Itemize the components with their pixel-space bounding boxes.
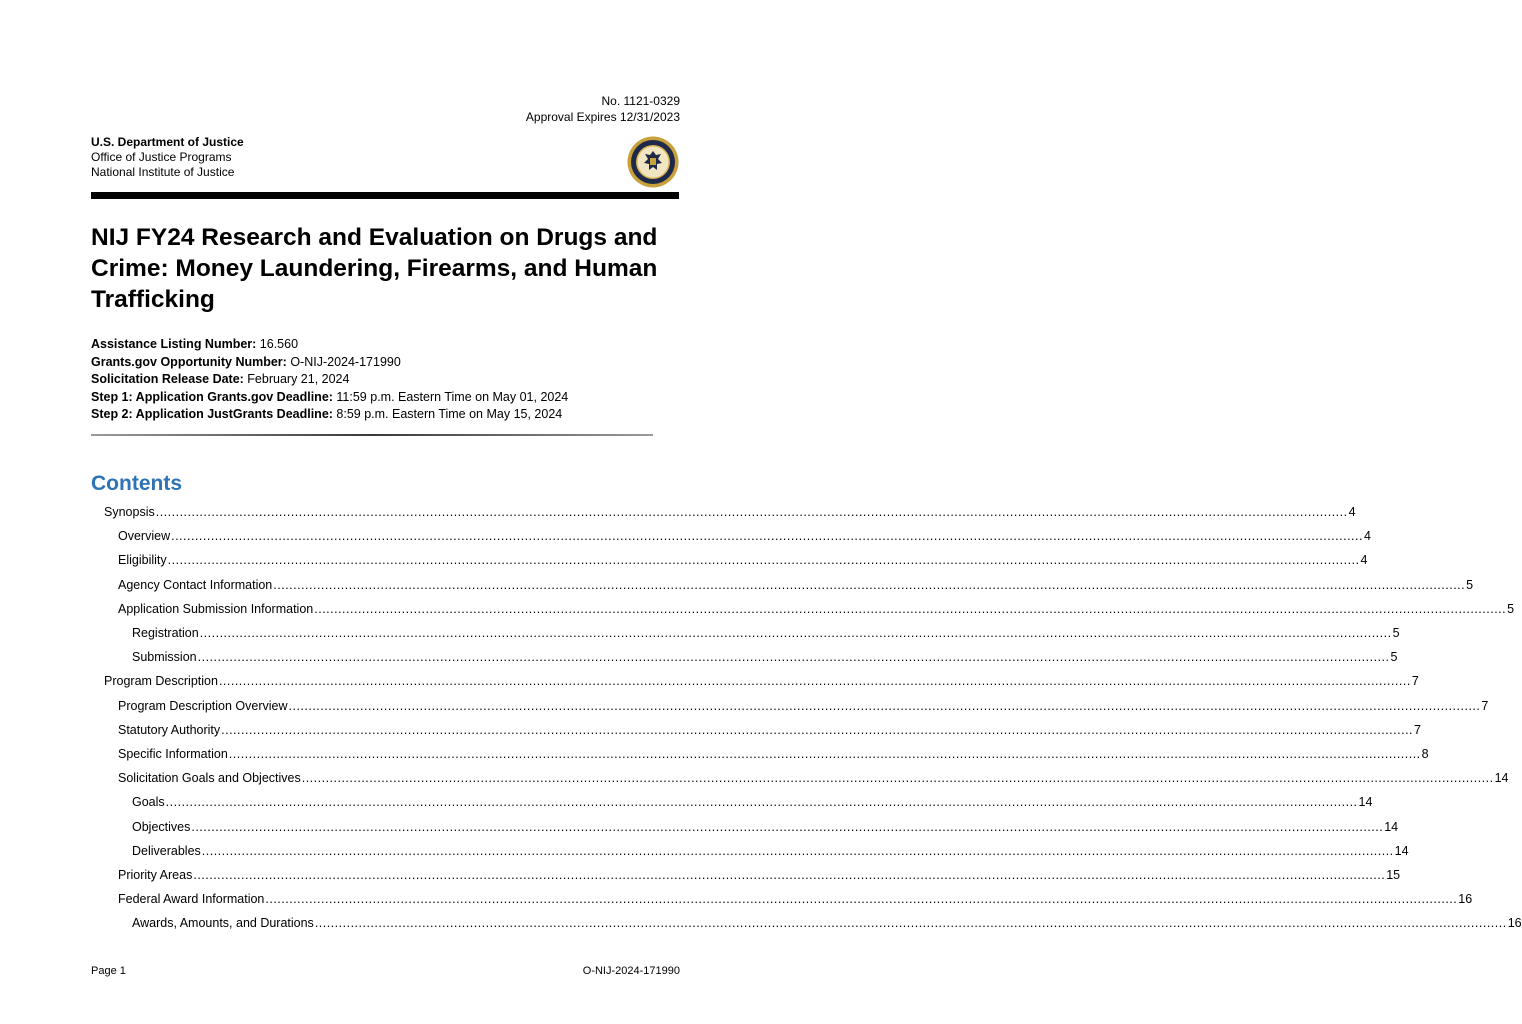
toc-dot-leader: ............................................................................................................................................................................................................................................................................................................ [288, 698, 1481, 713]
department-name: U.S. Department of Justice [91, 135, 244, 149]
toc-entry[interactable] [118, 597, 1515, 617]
toc-entry[interactable] [118, 573, 1474, 593]
toc-dot-leader: ............................................................................................................................................................................................................................................................................................................ [218, 674, 1411, 689]
toc-entry-label: Goals [132, 795, 165, 810]
toc-entry-page: 5 [1507, 601, 1515, 616]
office-name: Office of Justice Programs [91, 150, 232, 164]
toc-entry-label: Specific Information [118, 747, 228, 761]
toc-entry[interactable] [118, 524, 1371, 544]
assistance-listing-row [91, 336, 568, 354]
toc-entry-label: Priority Areas [118, 868, 193, 882]
toc-entry-page: 7 [1481, 698, 1489, 713]
institute-name: National Institute of Justice [91, 165, 235, 179]
toc-entry-page: 8 [1421, 747, 1429, 761]
toc-dot-leader: ............................................................................................................................................................................................................................................................................................................ [314, 916, 1507, 931]
department-block [91, 135, 244, 180]
opportunity-number-value: O-NIJ-2024-171990 [286, 354, 401, 369]
step2-deadline-label: Step 2: Application JustGrants Deadline: [91, 407, 333, 421]
assistance-listing-value: 16.560 [256, 337, 299, 351]
contents-heading: Contents [91, 472, 182, 495]
toc-entry-page: 5 [1390, 650, 1398, 665]
toc-entry-page: 14 [1494, 771, 1509, 786]
toc-entry[interactable] [118, 742, 1429, 762]
toc-entry-label: Eligibility [118, 553, 167, 568]
toc-entry-page: 5 [1392, 626, 1400, 640]
toc-dot-leader: ............................................................................................................................................................................................................................................................................................................ [167, 553, 1360, 568]
toc-entry[interactable] [132, 621, 1400, 641]
toc-entry[interactable] [132, 911, 1522, 931]
toc-entry-page: 15 [1386, 868, 1401, 882]
toc-entry[interactable] [118, 863, 1401, 883]
footer-solicitation-code: O-NIJ-2024-171990 [582, 965, 680, 977]
step2-deadline-value: 8:59 p.m. Eastern Time on May 15, 2024 [332, 407, 563, 421]
toc-dot-leader: ............................................................................................................................................................................................................................................................................................................ [165, 795, 1358, 810]
release-date-row [91, 371, 568, 389]
toc-entry[interactable] [104, 500, 1356, 520]
assistance-listing-label: Assistance Listing Number: [91, 337, 257, 351]
toc-entry[interactable] [132, 815, 1399, 835]
step1-deadline-value: 11:59 p.m. Eastern Time on May 01, 2024 [332, 389, 569, 404]
toc-entry-page: 14 [1394, 843, 1409, 858]
toc-entry[interactable] [132, 790, 1373, 810]
toc-dot-leader: ............................................................................................................................................................................................................................................................................................................ [273, 577, 1466, 592]
toc-entry-label: Statutory Authority [118, 722, 221, 737]
toc-entry[interactable] [118, 694, 1489, 714]
approval-block [526, 93, 680, 125]
toc-entry[interactable] [118, 718, 1421, 738]
toc-entry-page: 7 [1411, 674, 1419, 689]
toc-entry-label: Program Description [104, 674, 218, 689]
toc-dot-leader: ............................................................................................................................................................................................................................................................................................................ [301, 771, 1494, 786]
toc-entry-page: 14 [1358, 795, 1373, 810]
toc-entry-label: Deliverables [132, 843, 201, 858]
toc-entry-label: Submission [132, 650, 197, 665]
toc-dot-leader: ............................................................................................................................................................................................................................................................................................................ [155, 505, 1348, 519]
toc-dot-leader: ............................................................................................................................................................................................................................................................................................................ [201, 843, 1394, 858]
toc-entry-page: 7 [1414, 722, 1421, 737]
toc-dot-leader: ............................................................................................................................................................................................................................................................................................................ [191, 819, 1384, 834]
approval-number: No. 1121-0329 [601, 94, 680, 108]
approval-expiration: Approval Expires 12/31/2023 [525, 110, 680, 124]
toc-entry-label: Registration [132, 626, 199, 640]
opportunity-number-row [91, 354, 568, 372]
toc-dot-leader: ............................................................................................................................................................................................................................................................................................................ [199, 626, 1392, 640]
toc-entry-page: 14 [1384, 819, 1399, 834]
toc-entry-page: 4 [1348, 505, 1356, 519]
doj-seal-icon [627, 136, 679, 188]
toc-entry-label: Agency Contact Information [118, 577, 273, 592]
toc-entry-page: 4 [1363, 529, 1371, 544]
toc-entry-page: 16 [1458, 892, 1473, 907]
toc-dot-leader: ............................................................................................................................................................................................................................................................................................................ [171, 529, 1363, 544]
toc-entry[interactable] [118, 548, 1368, 568]
toc-entry-page: 5 [1466, 577, 1474, 592]
toc-entry-label: Solicitation Goals and Objectives [118, 771, 301, 786]
toc-dot-leader: ............................................................................................................................................................................................................................................................................................................ [197, 650, 1390, 665]
toc-entry[interactable] [132, 839, 1409, 859]
toc-entry-label: Awards, Amounts, and Durations [132, 916, 314, 931]
document-title: NIJ FY24 Research and Evaluation on Drugs and Crime: Money Laundering, Firearms, and Human Trafficking [91, 224, 658, 313]
toc-entry[interactable] [118, 766, 1509, 786]
solicitation-info [91, 336, 568, 424]
toc-dot-leader: ............................................................................................................................................................................................................................................................................................................ [314, 601, 1507, 616]
info-rule [91, 434, 653, 436]
toc-dot-leader: ............................................................................................................................................................................................................................................................................................................ [221, 722, 1414, 737]
toc-entry-label: Application Submission Information [118, 601, 314, 616]
toc-entry-label: Overview [118, 529, 171, 544]
toc-entry-page: 4 [1360, 553, 1368, 568]
step1-deadline-row [91, 389, 568, 407]
toc-dot-leader: ............................................................................................................................................................................................................................................................................................................ [228, 747, 1421, 761]
toc-entry[interactable] [104, 669, 1419, 689]
toc-entry[interactable] [132, 645, 1398, 665]
toc-entry-page: 16 [1507, 916, 1522, 931]
toc-entry-label: Synopsis [104, 505, 155, 519]
release-date-label: Solicitation Release Date: [91, 372, 244, 386]
step2-deadline-row [91, 406, 568, 424]
release-date-value: February 21, 2024 [243, 372, 350, 386]
toc-dot-leader: ............................................................................................................................................................................................................................................................................................................ [193, 868, 1386, 882]
toc-entry-label: Federal Award Information [118, 892, 265, 907]
toc-entry[interactable] [118, 887, 1473, 907]
toc-dot-leader: ............................................................................................................................................................................................................................................................................................................ [265, 892, 1458, 907]
opportunity-number-label: Grants.gov Opportunity Number: [91, 354, 287, 369]
footer-page-number: Page 1 [91, 965, 126, 977]
toc-entry-label: Program Description Overview [118, 698, 288, 713]
header-rule [91, 192, 679, 199]
step1-deadline-label: Step 1: Application Grants.gov Deadline: [91, 389, 333, 404]
toc-entry-label: Objectives [132, 819, 191, 834]
